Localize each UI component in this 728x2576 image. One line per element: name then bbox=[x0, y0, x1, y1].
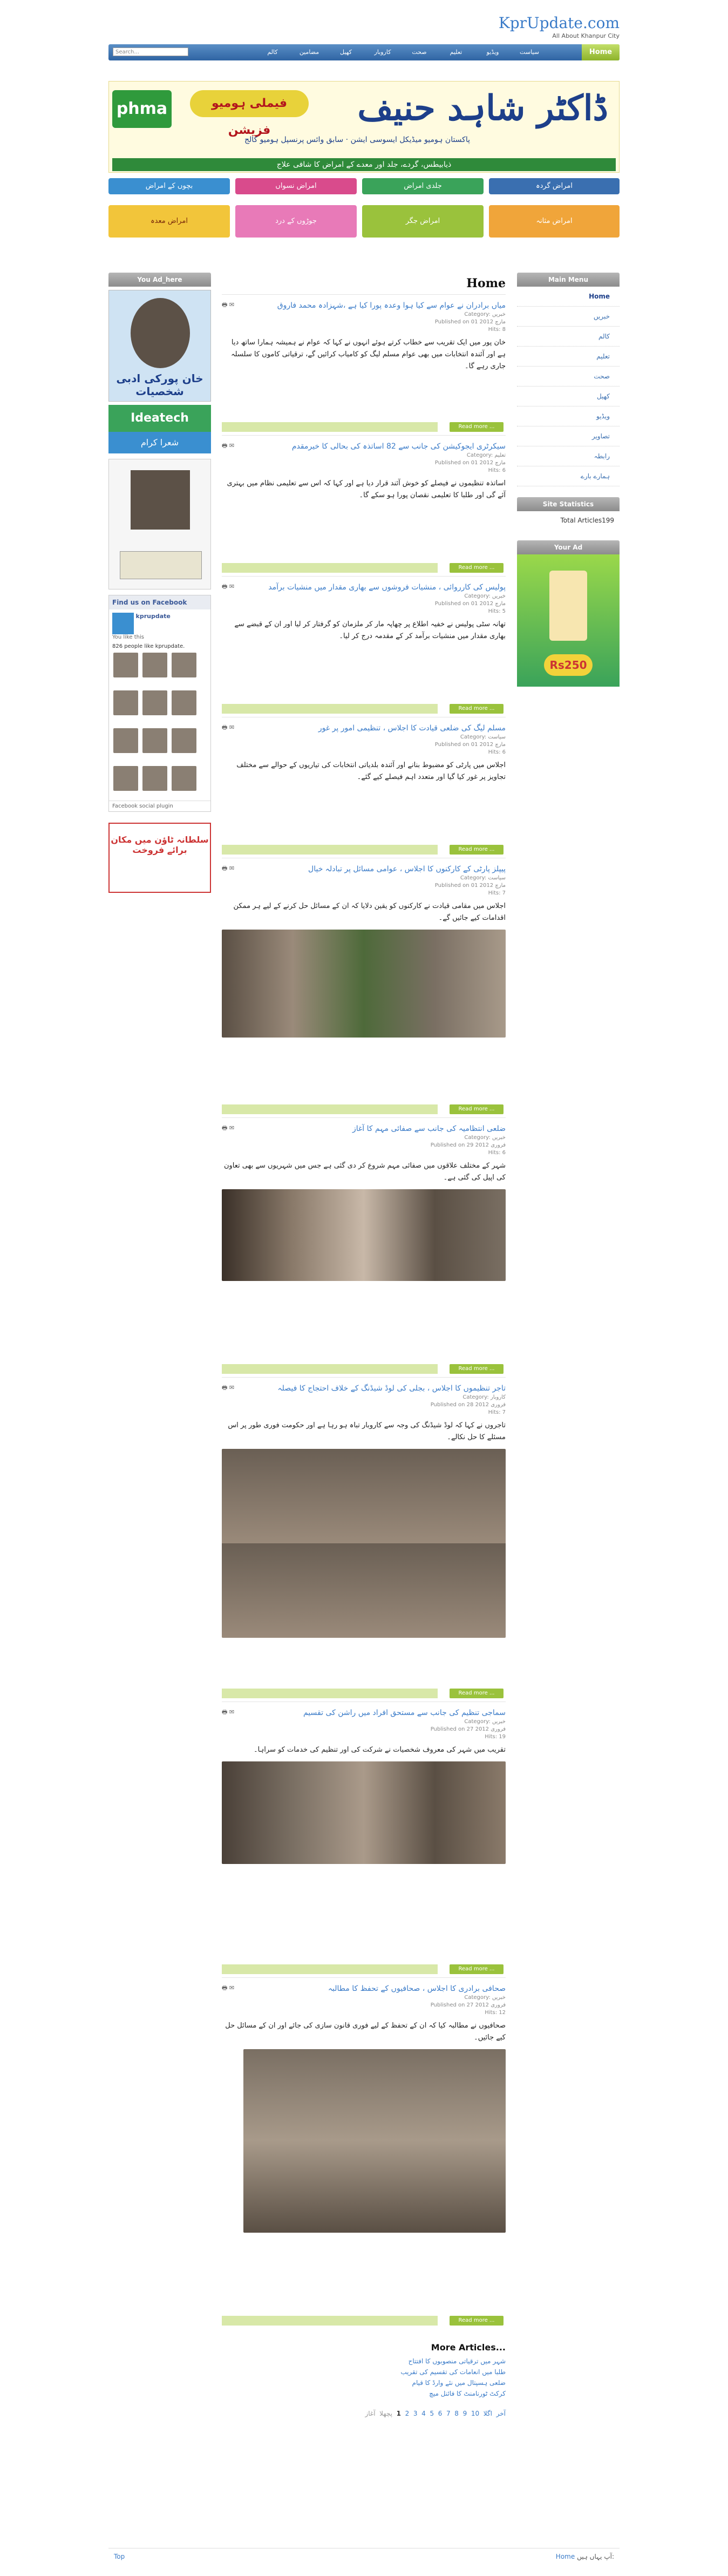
article-published: Published on 01 مارچ 2012 bbox=[434, 460, 506, 466]
header-banner[interactable] bbox=[108, 81, 620, 173]
article-body: تاجروں نے کہا کہ لوڈ شیڈنگ کی وجہ سے کاروبار تباہ ہو رہا ہے اور حکومت فوری طور پر اس مسئلے کا حل نکالے۔ bbox=[228, 1421, 506, 1441]
article-published: Published on 28 فروری 2012 bbox=[430, 1402, 506, 1408]
page-link[interactable]: 8 bbox=[454, 2410, 459, 2417]
article-published: Published on 27 فروری 2012 bbox=[430, 2002, 506, 2008]
article-title[interactable]: میاں برادران نے عوام سے کیا ہوا وعدہ پورا کیا ہے ،شہزادہ محمد فاروق bbox=[277, 301, 506, 310]
article-category: Category: خبریں bbox=[464, 1135, 506, 1141]
fb-avatar[interactable] bbox=[142, 690, 167, 715]
article-category: Category: خبریں bbox=[464, 1995, 506, 2001]
fb-like-text[interactable]: You like this bbox=[112, 634, 144, 640]
article-category: Category: سیاست bbox=[460, 875, 506, 881]
tile: جوڑوں کے درد bbox=[235, 205, 357, 238]
print-email-icons[interactable]: 🖶 ✉ bbox=[222, 301, 235, 308]
nav-item[interactable]: کھیل bbox=[340, 49, 352, 56]
tile: امراض معدہ bbox=[108, 205, 230, 238]
article-published: Published on 29 فروری 2012 bbox=[430, 1142, 506, 1148]
article-title[interactable]: سیکرٹری ایجوکیشن کی جانب سے 82 اساتذہ کی بحالی کا خیرمقدم bbox=[291, 442, 506, 451]
article-body: تقریب میں شہر کی معروف شخصیات نے شرکت کی اور تنظیم کی خدمات کو سراہا۔ bbox=[254, 1746, 506, 1754]
menu-item[interactable]: خبریں bbox=[517, 307, 620, 327]
article-category: Category: کاروبار bbox=[462, 1394, 506, 1400]
page-link[interactable]: آخر bbox=[496, 2410, 506, 2417]
article-body: اجلاس میں پارٹی کو مضبوط بنانے اور آئندہ بلدیاتی انتخابات کی تیاریوں کے حوالے سے مختلف تجاویز پر غور کیا گیا اور متعدد اہم فیصلے کیے گئے۔ bbox=[236, 761, 506, 781]
page-link[interactable]: 7 bbox=[446, 2410, 451, 2417]
portrait bbox=[131, 470, 190, 530]
article-photo bbox=[243, 2049, 506, 2233]
portrait bbox=[131, 298, 190, 368]
article-hits: Hits: 12 bbox=[485, 2010, 506, 2016]
menu-item-home[interactable]: Home bbox=[517, 287, 620, 307]
article-title[interactable]: پیپلز پارٹی کے کارکنوں کا اجلاس ، عوامی مسائل پر تبادلہ خیال bbox=[308, 865, 506, 873]
article-category: Category: سیاست bbox=[460, 734, 506, 740]
page-link[interactable]: 5 bbox=[430, 2410, 434, 2417]
more-article-link[interactable]: شہر میں ترقیاتی منصوبوں کا افتتاح bbox=[408, 2357, 506, 2365]
article-title[interactable]: تاجر تنظیموں کا اجلاس ، بجلی کی لوڈ شیڈنگ کے خلاف احتجاج کا فیصلہ bbox=[277, 1384, 506, 1393]
print-email-icons[interactable]: 🖶 ✉ bbox=[222, 1709, 235, 1716]
banner-strip: ذیابیطس، گردے، جلد اور معدے کے امراض کا شافی علاج bbox=[112, 158, 616, 171]
fb-page-name[interactable]: kprupdate bbox=[135, 613, 171, 620]
facebook-box bbox=[108, 595, 211, 812]
article-title[interactable]: صحافی برادری کا اجلاس ، صحافیوں کے تحفظ کا مطالبہ bbox=[328, 1984, 506, 1993]
article-title[interactable]: سماجی تنظیم کی جانب سے مستحق افراد میں راشن کی تقسیم bbox=[303, 1709, 506, 1717]
article-category: Category: خبریں bbox=[464, 1719, 506, 1725]
readmore-bar bbox=[222, 563, 438, 573]
print-email-icons[interactable]: 🖶 ✉ bbox=[222, 442, 235, 449]
print-email-icons[interactable]: 🖶 ✉ bbox=[222, 1124, 235, 1131]
nav-item[interactable]: تعلیم bbox=[450, 49, 462, 56]
right-sidebar bbox=[517, 273, 620, 687]
article-hits: Hits: 8 bbox=[488, 327, 506, 333]
article-body: شہر کے مختلف علاقوں میں صفائی مہم شروع کر دی گئی ہے جس میں شہریوں سے بھی تعاون کی اپیل کی گئی ہے۔ bbox=[223, 1162, 506, 1182]
read-more-button[interactable]: Read more ... bbox=[450, 1689, 504, 1698]
article-title[interactable]: ضلعی انتظامیہ کی جانب سے صفائی مہم کا آغاز bbox=[352, 1124, 506, 1133]
page-link[interactable]: اگلا bbox=[483, 2410, 492, 2417]
page-link[interactable]: 2 bbox=[405, 2410, 410, 2417]
nav-item[interactable]: ویڈیو bbox=[486, 49, 499, 56]
print-email-icons[interactable]: 🖶 ✉ bbox=[222, 865, 235, 872]
article bbox=[222, 576, 506, 717]
readmore-bar bbox=[222, 704, 438, 714]
search-input[interactable]: Search... bbox=[113, 48, 188, 56]
page-current: 1 bbox=[396, 2410, 401, 2417]
menu-item[interactable]: ہمارے بارے bbox=[517, 466, 620, 486]
read-more-button[interactable]: Read more ... bbox=[450, 1364, 504, 1374]
fb-avatar[interactable] bbox=[172, 690, 196, 715]
read-more-button[interactable]: Read more ... bbox=[450, 845, 504, 855]
fb-avatar[interactable] bbox=[113, 728, 138, 753]
menu-item[interactable]: کھیل bbox=[517, 387, 620, 406]
page-link[interactable]: 6 bbox=[438, 2410, 443, 2417]
product-bottle bbox=[549, 571, 587, 641]
page-link: پچھلا bbox=[379, 2410, 392, 2417]
nav-item[interactable]: سیاست bbox=[520, 49, 539, 56]
fb-page-avatar bbox=[112, 613, 134, 634]
pagination bbox=[222, 2410, 506, 2417]
article-published: Published on 01 مارچ 2012 bbox=[434, 883, 506, 889]
main-content bbox=[222, 273, 506, 2417]
read-more-button[interactable]: Read more ... bbox=[450, 563, 504, 573]
menu-item[interactable]: رابطہ bbox=[517, 446, 620, 466]
ad-price: Rs250 bbox=[544, 654, 593, 676]
article-category: Category: تعلیم bbox=[466, 452, 506, 458]
read-more-button[interactable]: Read more ... bbox=[450, 422, 504, 432]
article-hits: Hits: 6 bbox=[488, 749, 506, 755]
article bbox=[222, 1701, 506, 1977]
article-published: Published on 27 فروری 2012 bbox=[430, 1726, 506, 1732]
article bbox=[222, 1377, 506, 1701]
nav-item[interactable]: صحت bbox=[412, 49, 427, 56]
stats-total: Total Articles199 bbox=[560, 517, 614, 524]
read-more-button[interactable]: Read more ... bbox=[450, 2316, 504, 2326]
nav-item[interactable]: کالم bbox=[267, 49, 278, 56]
article-published: Published on 01 مارچ 2012 bbox=[434, 319, 506, 325]
site-subtitle: All About Khanpur City bbox=[552, 32, 620, 39]
more-articles bbox=[222, 2340, 506, 2399]
article-photo bbox=[222, 1189, 506, 1281]
read-more-button[interactable]: Read more ... bbox=[450, 704, 504, 714]
footer-breadcrumb bbox=[556, 2553, 614, 2560]
article-hits: Hits: 19 bbox=[485, 1734, 506, 1740]
page-link[interactable]: 4 bbox=[421, 2410, 426, 2417]
tile: امراض گردہ bbox=[489, 178, 620, 194]
poster-2[interactable]: Ideatech bbox=[108, 405, 211, 432]
page-link[interactable]: 3 bbox=[413, 2410, 418, 2417]
print-email-icons[interactable]: 🖶 ✉ bbox=[222, 1384, 235, 1391]
menu-item[interactable]: ویڈیو bbox=[517, 406, 620, 426]
nav-item[interactable]: مضامین bbox=[299, 49, 319, 56]
article-hits: Hits: 6 bbox=[488, 467, 506, 473]
your-ad-title: Your Ad bbox=[517, 540, 620, 554]
article-body: اجلاس میں مقامی قیادت نے کارکنوں کو یقین دلایا کہ ان کے مسائل حل کرنے کے لیے ہر ممکن اقدامات کیے جائیں گے۔ bbox=[233, 902, 506, 922]
article-hits: Hits: 6 bbox=[488, 1150, 506, 1156]
banner-pill: فیملی ہومیو فزیشن bbox=[190, 90, 309, 117]
fb-page bbox=[109, 609, 210, 643]
fb-avatar[interactable] bbox=[172, 728, 196, 753]
fb-avatar[interactable] bbox=[113, 766, 138, 791]
read-more-button[interactable]: Read more ... bbox=[450, 1964, 504, 1974]
fb-caption: 826 people like kprupdate. bbox=[112, 643, 185, 649]
article bbox=[222, 858, 506, 1117]
fb-avatar[interactable] bbox=[113, 690, 138, 715]
fb-plugin-label[interactable]: Facebook social plugin bbox=[109, 801, 210, 811]
main-menu-title: Main Menu bbox=[517, 273, 620, 287]
menu-item[interactable]: تصاویر bbox=[517, 426, 620, 446]
stats-box bbox=[517, 497, 620, 530]
article bbox=[222, 294, 506, 435]
footer bbox=[108, 2548, 620, 2565]
read-more-button[interactable]: Read more ... bbox=[450, 1104, 504, 1114]
readmore-bar bbox=[222, 1104, 438, 1114]
article-published: Published on 01 مارچ 2012 bbox=[434, 742, 506, 748]
readmore-bar bbox=[222, 422, 438, 432]
tile: جلدی امراض bbox=[362, 178, 484, 194]
article-published: Published on 01 مارچ 2012 bbox=[434, 601, 506, 607]
fb-avatar[interactable] bbox=[142, 766, 167, 791]
article-photo bbox=[222, 1449, 506, 1638]
fb-title: Find us on Facebook bbox=[109, 595, 210, 609]
more-article-link[interactable]: کرکٹ ٹورنامنٹ کا فائنل میچ bbox=[429, 2390, 506, 2397]
phma-logo: phma bbox=[112, 90, 172, 128]
breadcrumb-label: آپ یہاں ہیں: bbox=[577, 2553, 614, 2560]
tile: امراض مثانہ bbox=[489, 205, 620, 238]
ad-product[interactable] bbox=[517, 554, 620, 687]
site-title[interactable]: KprUpdate.com bbox=[498, 14, 620, 32]
fb-avatar[interactable] bbox=[172, 653, 196, 677]
ad-poster-1[interactable] bbox=[108, 290, 211, 402]
article-body: خان پور میں ایک تقریب سے خطاب کرتے ہوئے انہوں نے کہا کہ عوام نے ہمیشہ ہمارا ساتھ دیا ہے اور آئندہ انتخابات میں بھی عوام مسلم لیگ کو کامیاب کرائیں گے، ترقیاتی کاموں کا سلسلہ جاری رہے گا۔ bbox=[231, 338, 506, 370]
banner-subline: پاکستان ہومیو میڈیکل ایسوسی ایشن · سابق وائس پرنسپل ہومیو کالج bbox=[244, 135, 470, 144]
nav-item[interactable]: کاروبار bbox=[374, 49, 391, 56]
article-hits: Hits: 7 bbox=[488, 890, 506, 896]
page-link[interactable]: 10 bbox=[471, 2410, 480, 2417]
article-body: صحافیوں نے مطالبہ کیا کہ ان کے تحفظ کے لیے فوری قانون سازی کی جائے اور ان کے مسائل حل کیے جائیں۔ bbox=[225, 2022, 506, 2042]
property-ad[interactable]: سلطانہ ٹاؤن میں مکان برائے فروخت bbox=[108, 823, 211, 893]
article-hits: Hits: 5 bbox=[488, 608, 506, 614]
tile: امراض جگر bbox=[362, 205, 484, 238]
poster-1-text: خان پورکی ادبی شخصیات bbox=[116, 372, 203, 398]
readmore-bar bbox=[222, 1964, 438, 1974]
article-title[interactable]: پولیس کی کارروائی ، منشیات فروشوں سے بھاری مقدار میں منشیات برآمد bbox=[268, 583, 506, 592]
readmore-bar bbox=[222, 1364, 438, 1374]
readmore-bar bbox=[222, 845, 438, 855]
left-sidebar bbox=[108, 273, 211, 893]
article-body: تھانہ سٹی پولیس نے خفیہ اطلاع پر چھاپہ مار کر ملزمان کو گرفتار کر لیا اور ان کے قبضے سے بھاری مقدار میں منشیات برآمد کر کے مقدمہ درج کر لیا۔ bbox=[234, 620, 506, 640]
footer-home-link[interactable]: Home bbox=[555, 2553, 575, 2560]
fb-avatar[interactable] bbox=[113, 653, 138, 677]
article-body: اساتذہ تنظیموں نے فیصلے کو خوش آئند قرار دیا ہے اور کہا کہ اس سے تعلیمی نظام میں بہتری آئے گی اور طلبا کا تعلیمی نقصان پورا ہو سکے گا۔ bbox=[227, 479, 506, 499]
more-article-link[interactable]: ضلعی ہسپتال میں نئے وارڈ کا قیام bbox=[412, 2379, 506, 2387]
specialty-tiles bbox=[108, 178, 620, 248]
top-navigation bbox=[108, 44, 620, 60]
article-photo bbox=[222, 930, 506, 1038]
article-hits: Hits: 7 bbox=[488, 1409, 506, 1415]
readmore-bar bbox=[222, 2316, 438, 2326]
article-category: Category: خبریں bbox=[464, 311, 506, 317]
tile: امراض نسواں bbox=[235, 178, 357, 194]
print-email-icons[interactable]: 🖶 ✉ bbox=[222, 583, 235, 590]
tile: بچوں کے امراض bbox=[108, 178, 230, 194]
article bbox=[222, 1117, 506, 1377]
fb-avatar[interactable] bbox=[142, 653, 167, 677]
page bbox=[108, 0, 620, 2576]
poster-3[interactable]: شعرا کرام bbox=[108, 432, 211, 453]
stats-title: Site Statistics bbox=[517, 497, 620, 511]
print-email-icons[interactable]: 🖶 ✉ bbox=[222, 1984, 235, 1991]
banner-headline: ڈاکٹر شاہد حنیف bbox=[357, 88, 608, 128]
article bbox=[222, 1977, 506, 2329]
fb-avatar[interactable] bbox=[142, 728, 167, 753]
nav-home[interactable]: Home bbox=[582, 44, 620, 60]
readmore-bar bbox=[222, 1689, 438, 1698]
page-link: آغاز bbox=[365, 2410, 376, 2417]
article bbox=[222, 435, 506, 576]
menu-item[interactable]: تعلیم bbox=[517, 347, 620, 367]
article-photo bbox=[222, 1761, 506, 1864]
print-email-icons[interactable]: 🖶 ✉ bbox=[222, 724, 235, 731]
menu-item[interactable]: صحت bbox=[517, 367, 620, 387]
ad-box-title: You Ad_here bbox=[108, 273, 211, 287]
card bbox=[120, 551, 202, 579]
article-title[interactable]: مسلم لیگ کی ضلعی قیادت کا اجلاس ، تنظیمی امور پر غور bbox=[318, 724, 506, 733]
page-link[interactable]: 9 bbox=[462, 2410, 467, 2417]
article bbox=[222, 717, 506, 858]
more-article-link[interactable]: طلبا میں انعامات کی تقسیم کی تقریب bbox=[400, 2368, 506, 2376]
back-to-top-link[interactable]: Top bbox=[114, 2553, 125, 2560]
ad-poster-4[interactable] bbox=[108, 459, 211, 589]
page-heading: Home bbox=[466, 276, 506, 290]
your-ad-box bbox=[517, 540, 620, 687]
article-category: Category: خبریں bbox=[464, 593, 506, 599]
fb-avatar[interactable] bbox=[172, 766, 196, 791]
more-articles-title: More Articles... bbox=[431, 2342, 506, 2353]
menu-item[interactable]: کالم bbox=[517, 327, 620, 347]
